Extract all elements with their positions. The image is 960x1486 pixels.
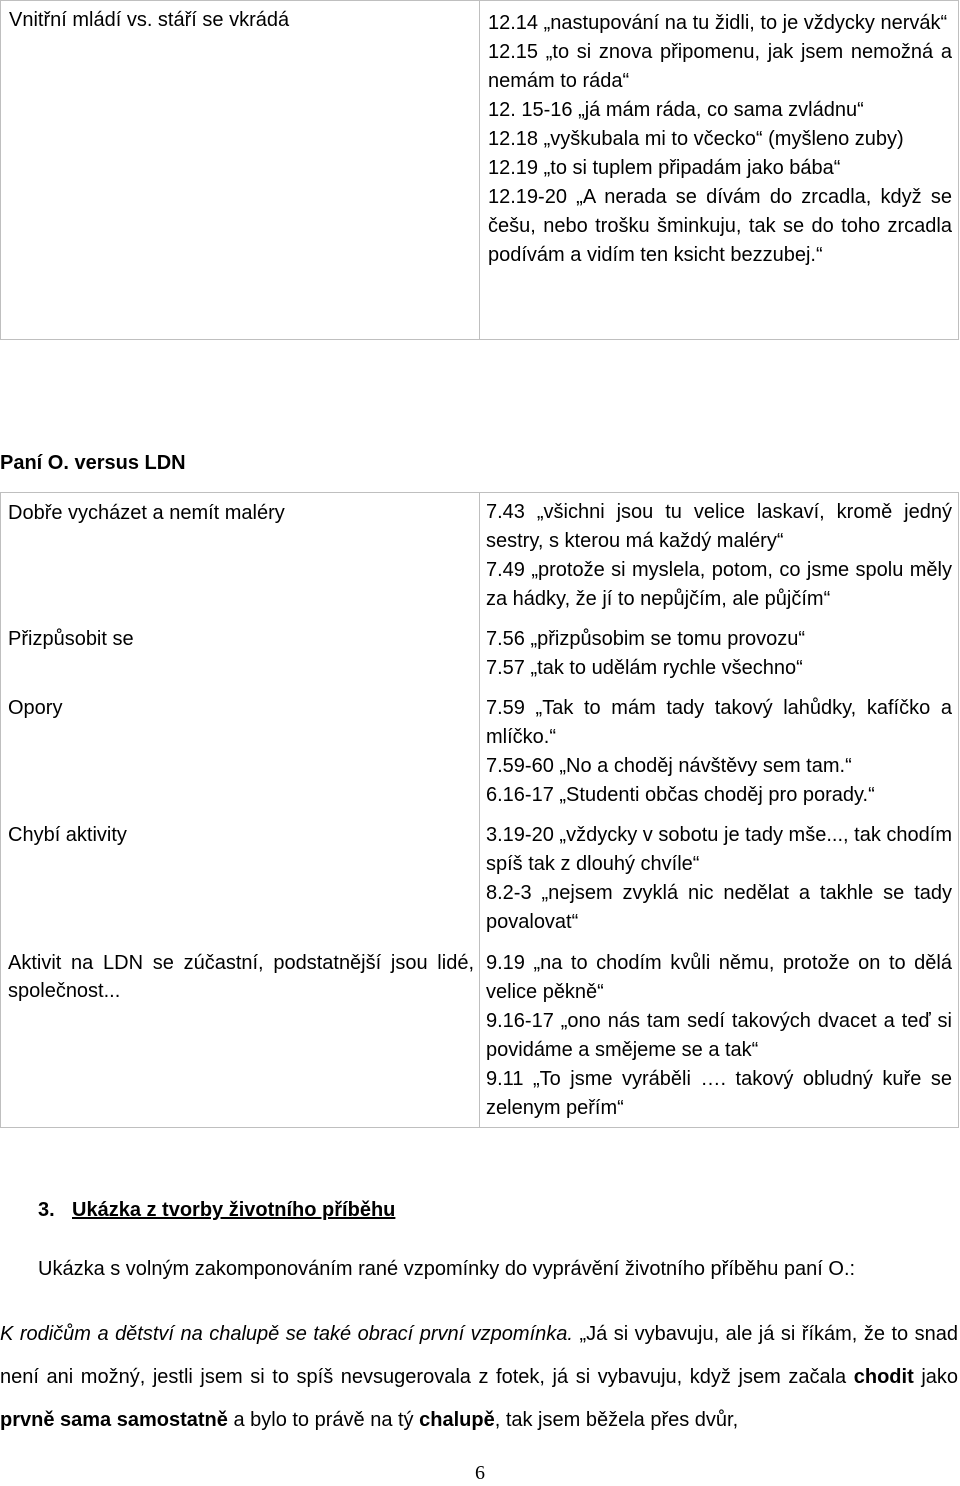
category-cell: [1, 1, 480, 340]
quote-line: 12.18 „vyškubala mi to včecko“ (myšleno zuby): [488, 128, 904, 150]
quote-group: [486, 625, 952, 683]
heading-text: Ukázka z tvorby životního příběhu: [72, 1199, 396, 1221]
quote-line: 12.19-20 „A nerada se dívám do zrcadla, když se češu, nebo trošku šminkuju, tak se do toho zrcadla podívám a vidím ten ksicht bezzubej.“: [488, 186, 952, 266]
quote-text: , tak jsem běžela přes dvůr,: [494, 1409, 739, 1431]
bold-text: chalupě: [419, 1409, 495, 1431]
quotes-cell: [480, 1, 959, 340]
category-label: Vnitřní mládí vs. stáří se vkrádá: [9, 9, 290, 31]
section-title: Paní O. versus LDN: [0, 452, 186, 474]
italic-lead: K rodičům a dětství na chalupě se také obrací první vzpomínka.: [0, 1323, 573, 1345]
row-label: Chybí aktivity: [8, 824, 127, 846]
row-label: Přizpůsobit se: [8, 628, 134, 650]
labels-cell: [1, 493, 480, 1128]
story-paragraph: [0, 1313, 958, 1442]
quote-line: 9.16-17 „ono nás tam sedí takových dvacet a teď si povidáme a smějeme se a tak“: [486, 1010, 952, 1061]
quote-line: 12. 15-16 „já mám ráda, co sama zvládnu“: [488, 99, 864, 121]
quote-text: a bylo to právě na tý: [227, 1409, 420, 1431]
quote-line: 12.19 „to si tuplem připadám jako bába“: [488, 157, 841, 179]
bold-text: prvně sama samostatně: [0, 1409, 228, 1431]
intro-text: Ukázka s volným zakomponováním rané vzpomínky do vyprávění životního příběhu paní O.:: [38, 1258, 856, 1280]
quote-group: [486, 821, 952, 937]
quote-group: [486, 949, 952, 1123]
quote-line: 6.16-17 „Studenti občas choděj pro porady.“: [486, 784, 875, 806]
quote-line: 7.49 „protože si myslela, potom, co jsme spolu měly za hádky, že jí to nepůjčím, ale půjčím“: [486, 559, 952, 610]
bold-text: chodit: [853, 1366, 914, 1388]
quote-line: 7.57 „tak to udělám rychle všechno“: [486, 657, 803, 679]
row-label: Opory: [8, 697, 63, 719]
table-aging: [0, 0, 959, 340]
row-label: Aktivit na LDN se zúčastní, podstatnější jsou lidé, společnost...: [8, 952, 474, 1002]
quote-line: 9.11 „To jsme vyráběli …. takový obludný kuře se zelenym peřím“: [486, 1068, 952, 1119]
quote-group: [486, 694, 952, 810]
quote-group: [486, 498, 952, 614]
quote-line: 8.2-3 „nejsem zvyklá nic nedělat a takhle se tady povalovat“: [486, 882, 952, 933]
section-heading: [38, 1199, 395, 1222]
row-label: Dobře vycházet a nemít maléry: [8, 502, 285, 524]
quote-line: 12.14 „nastupování na tu židli, to je vždycky nervák“: [488, 12, 948, 34]
quote-text: „Já si vybavuju, ale já si říkám, že to snad není ani možný, jestli jsem si to spíš nevsugerovala z fotek, já si vybavuju, když jsem začala: [0, 1323, 958, 1388]
heading-number: 3.: [38, 1199, 55, 1221]
table-row: [1, 1, 959, 340]
quote-line: 12.15 „to si znova připomenu, jak jsem nemožná a nemám to ráda“: [488, 41, 952, 92]
quote-text: jako: [913, 1366, 959, 1388]
quote-line: 9.19 „na to chodím kvůli němu, protože on to dělá velice pěkně“: [486, 952, 952, 1003]
quote-line: 7.59 „Tak to mám tady takový lahůdky, kafíčko a mlíčko.“: [486, 697, 952, 748]
quote-line: 3.19-20 „vždycky v sobotu je tady mše..., tak chodím spíš tak z dlouhý chvíle“: [486, 824, 952, 875]
quote-line: 7.56 „přizpůsobim se tomu provozu“: [486, 628, 806, 650]
page-number: 6: [475, 1462, 485, 1484]
quote-line: 7.43 „všichni jsou tu velice laskaví, kromě jedný sestry, s kterou má každý maléry“: [486, 501, 952, 552]
quote-line: 7.59-60 „No a choděj návštěvy sem tam.“: [486, 755, 852, 777]
